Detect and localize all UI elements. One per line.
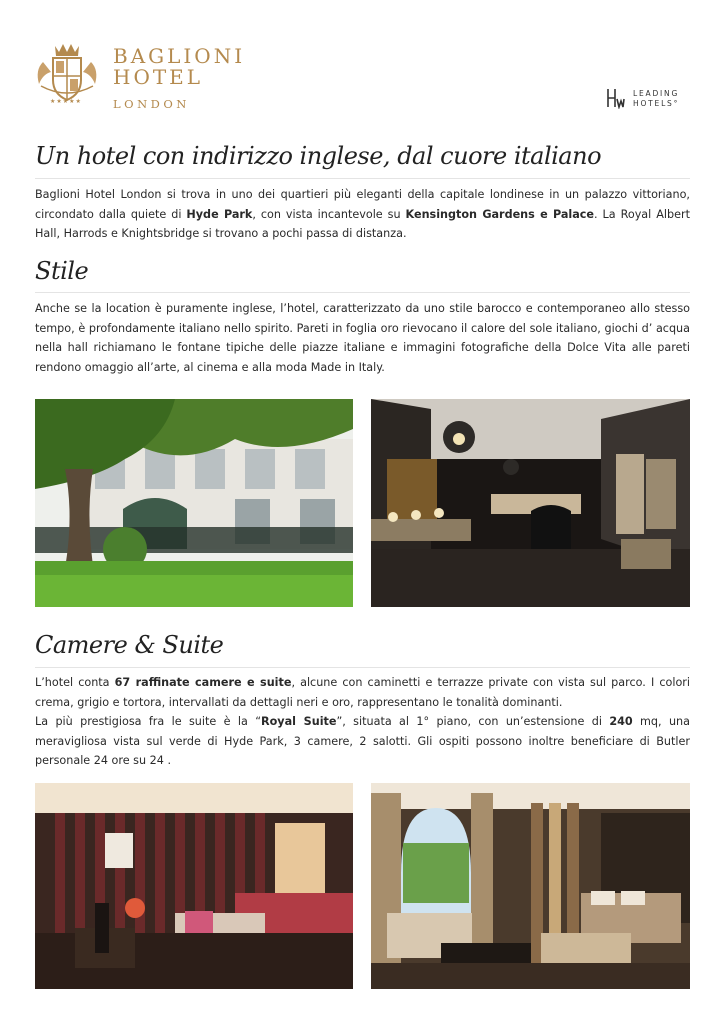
partner-line-2: HOTELS° <box>633 99 680 108</box>
partner-line-1: LEADING <box>633 89 680 98</box>
intro-heading: Un hotel con indirizzo inglese, dal cuore italiano <box>35 142 602 170</box>
lhw-monogram-icon <box>606 87 625 109</box>
text-span: . La Royal Albert Hall, Harrods e Knightsbridge si trovano a pochi passa di distanza. <box>35 207 690 240</box>
bold-text: Kensington Gardens e Palace <box>405 207 595 221</box>
partner-text <box>633 89 679 109</box>
text-span: Baglioni Hotel London si trova in uno dei quartieri più eleganti della capitale londinese in un palazzo vittoriano, circondato dalla quiete di <box>35 188 690 221</box>
bold-text: Hyde Park <box>186 207 253 221</box>
hotel-logo <box>33 40 273 115</box>
camere-paragraph <box>35 673 690 771</box>
divider <box>35 667 690 668</box>
brand-line-2: HOTEL <box>113 65 204 89</box>
brand-line-3: LONDON <box>113 97 190 111</box>
brand-line-1: BAGLIONI <box>113 44 246 68</box>
bold-text: 240 <box>609 715 633 728</box>
photo-room <box>35 783 353 989</box>
intro-paragraph <box>35 185 690 244</box>
brand-name <box>113 46 245 111</box>
crest-stars: ★★★★★ <box>50 98 82 105</box>
photo-lobby <box>371 399 690 607</box>
text-span: ”, situata al 1° piano, con un’estensione di <box>336 715 610 728</box>
bold-text: Royal Suite <box>261 715 337 728</box>
text-span: L’hotel conta <box>35 676 115 689</box>
camere-heading: Camere & Suite <box>35 631 224 659</box>
photo-exterior <box>35 399 353 607</box>
bold-text: 67 raffinate camere e suite <box>114 676 292 689</box>
text-span: mq, una meravigliosa vista sul verde di Hyde Park, 3 camere, 2 salotti. Gli ospiti possono inoltre beneficiare di Butler personale 24 ore su 24 . <box>35 715 690 767</box>
text-span: , con vista incantevole su <box>252 207 406 221</box>
text-span: La più prestigiosa fra le suite è la “ <box>35 715 261 728</box>
photo-suite <box>371 783 690 989</box>
leading-hotels-logo <box>606 87 696 113</box>
stile-paragraph: Anche se la location è puramente inglese, l’hotel, caratterizzato da uno stile barocco e contemporaneo allo stesso tempo, è profondamente italiano nello spirito. Pareti in foglia oro rievocano il calore del sole italiano, giochi d’ acqua nella hall richiamano le fontane tipiche delle piazze italiane e immagini fotografiche della Dolce Vita alle pareti rendono omaggio all’arte, al cinema e alla moda Made in Italy. <box>35 302 690 374</box>
stile-heading: Stile <box>35 257 89 285</box>
divider <box>35 178 690 179</box>
text-span: , alcune con caminetti e terrazze private con vista sul parco. I colori crema, grigio e tortora, intervallati da dettagli neri e oro, rappresentano le tonalità dominanti. <box>35 676 690 709</box>
divider <box>35 292 690 293</box>
